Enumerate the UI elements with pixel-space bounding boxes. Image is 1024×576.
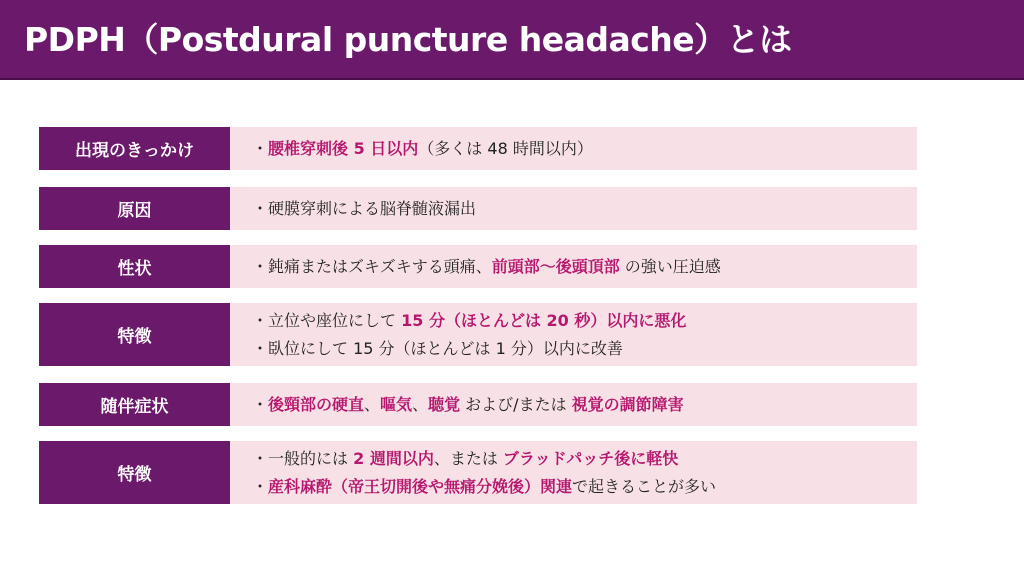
row-label: 出現のきっかけ: [39, 127, 230, 170]
highlight-text: 前頭部〜後頭頂部: [491, 256, 620, 276]
row-label: 特徴: [39, 303, 230, 366]
row-label: 原因: [39, 187, 230, 230]
bullet-mark: ・: [252, 338, 269, 358]
bullet-line: [252, 307, 917, 335]
row-label: 性状: [39, 245, 230, 288]
bullet-line: [252, 253, 917, 281]
highlight-text: 後頸部の硬直: [268, 394, 365, 414]
body-text: で起きることが多い: [572, 476, 717, 496]
table-row: [39, 127, 917, 170]
page-title: PDPH（Postdural puncture headache）とは: [24, 20, 792, 59]
body-text: 一般的には: [268, 448, 354, 468]
bullet-line: [252, 391, 917, 419]
bullet-line: [252, 445, 917, 473]
body-text: 鈍痛またはズキズキする頭痛、: [268, 256, 492, 276]
body-text: 硬膜穿刺による脳脊髄液漏出: [268, 198, 477, 218]
table-row: [39, 441, 917, 504]
body-text: （多くは 48 時間以内）: [418, 138, 593, 158]
row-content: [230, 187, 917, 230]
bullet-mark: ・: [252, 394, 269, 414]
bullet-mark: ・: [252, 256, 269, 276]
highlight-text: 産科麻酔（帝王切開後や無痛分娩後）関連: [268, 476, 573, 496]
bullet-line: [252, 473, 917, 501]
bullet-mark: ・: [252, 448, 269, 468]
bullet-line: [252, 135, 917, 163]
body-text: 、または: [433, 448, 503, 468]
table-row: [39, 187, 917, 230]
table-row: [39, 383, 917, 426]
body-text: 、: [364, 394, 381, 414]
bullet-mark: ・: [252, 310, 269, 330]
bullet-mark: ・: [252, 476, 269, 496]
bullet-mark: ・: [252, 138, 269, 158]
row-content: [230, 383, 917, 426]
highlight-text: 2 週間以内: [353, 448, 434, 468]
row-label: 特徴: [39, 441, 230, 504]
title-bar: [0, 0, 1024, 80]
highlight-text: 腰椎穿刺後 5 日以内: [268, 138, 419, 158]
highlight-text: 聴覚: [428, 394, 461, 414]
row-content: [230, 245, 917, 288]
bullet-mark: ・: [252, 198, 269, 218]
body-text: および/または: [460, 394, 572, 414]
body-text: 、: [412, 394, 429, 414]
row-content: [230, 127, 917, 170]
table-row: [39, 245, 917, 288]
highlight-text: ブラッドパッチ後に軽快: [502, 448, 679, 468]
bullet-line: [252, 195, 917, 223]
body-text: の強い圧迫感: [619, 256, 721, 276]
row-label: 随伴症状: [39, 383, 230, 426]
highlight-text: 嘔気: [380, 394, 413, 414]
table-row: [39, 303, 917, 366]
bullet-line: [252, 335, 917, 363]
body-text: 立位や座位にして: [268, 310, 402, 330]
body-text: 臥位にして 15 分（ほとんどは 1 分）以内に改善: [268, 338, 623, 358]
row-content: [230, 303, 917, 366]
row-content: [230, 441, 917, 504]
highlight-text: 15 分（ほとんどは 20 秒）以内に悪化: [401, 310, 687, 330]
highlight-text: 視覚の調節障害: [571, 394, 684, 414]
